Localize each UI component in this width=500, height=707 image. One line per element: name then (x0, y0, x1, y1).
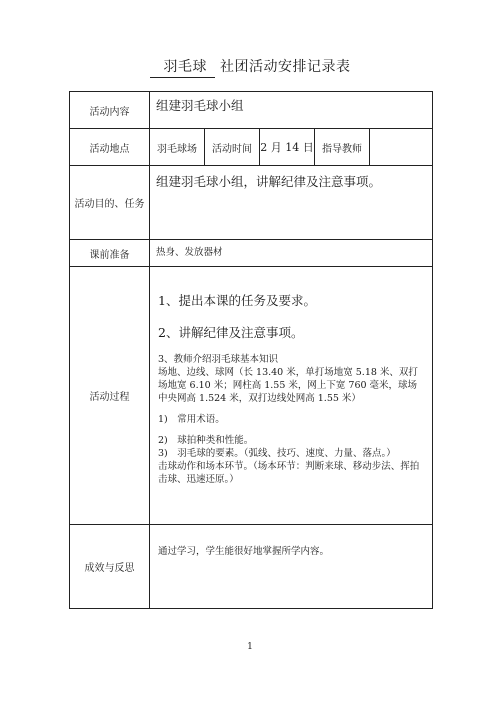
page-title (0, 56, 500, 78)
activity-record-table (69, 91, 433, 609)
title-subject: 羽毛球 (150, 56, 216, 78)
label-activity-content: 活动内容 (70, 92, 150, 129)
value-activity-goal: 组建羽毛球小组，讲解纪律及注意事项。 (150, 166, 433, 240)
process-line-6: 2) 球拍种类和性能。 (158, 435, 254, 446)
value-results: 通过学习，学生能很好地掌握所学内容。 (150, 525, 433, 609)
process-line-7: 3) 羽毛球的要素。（弧线、技巧、速度、力量、落点。） (158, 448, 396, 459)
process-line-1: 1、提出本课的任务及要求。 (158, 293, 316, 308)
row-activity-process (70, 267, 433, 525)
row-activity-goal (70, 166, 433, 240)
process-line-2: 2、讲解纪律及注意事项。 (158, 325, 304, 340)
value-instructor (370, 129, 433, 166)
label-activity-goal: 活动目的、任务 (70, 166, 150, 240)
title-suffix: 社团活动安排记录表 (219, 59, 351, 75)
row-preparation (70, 240, 433, 267)
value-preparation: 热身、发放器材 (150, 240, 433, 267)
label-preparation: 课前准备 (70, 240, 150, 267)
value-activity-date: 2 月 14 日 (260, 129, 315, 166)
row-results (70, 525, 433, 609)
label-results: 成效与反思 (70, 525, 150, 609)
row-activity-content (70, 92, 433, 129)
process-line-5: 1) 常用术语。 (158, 414, 225, 425)
label-instructor: 指导教师 (315, 129, 370, 166)
label-activity-time: 活动时间 (205, 129, 260, 166)
value-activity-content: 组建羽毛球小组 (150, 92, 433, 129)
label-activity-process: 活动过程 (70, 267, 150, 525)
value-activity-location: 羽毛球场 (150, 129, 205, 166)
value-activity-process (150, 267, 433, 525)
page-number: 1 (247, 642, 253, 652)
label-activity-location: 活动地点 (70, 129, 150, 166)
process-line-3: 3、教师介绍羽毛球基本知识 (158, 354, 279, 365)
process-line-8: 击球动作和场本环节。（场本环节：判断来球、移动步法、挥拍击球、迅速还原。） (158, 461, 420, 485)
process-line-4: 场地、边线、球网（长 13.40 米，单打场地宽 5.18 米、双打场地宽 6.10 米；网柱高 1.55 米，网上下宽 760 毫米，球场中央网高 1.524 米，双打边线处网高 1.55 米） (158, 367, 418, 404)
row-activity-location (70, 129, 433, 166)
